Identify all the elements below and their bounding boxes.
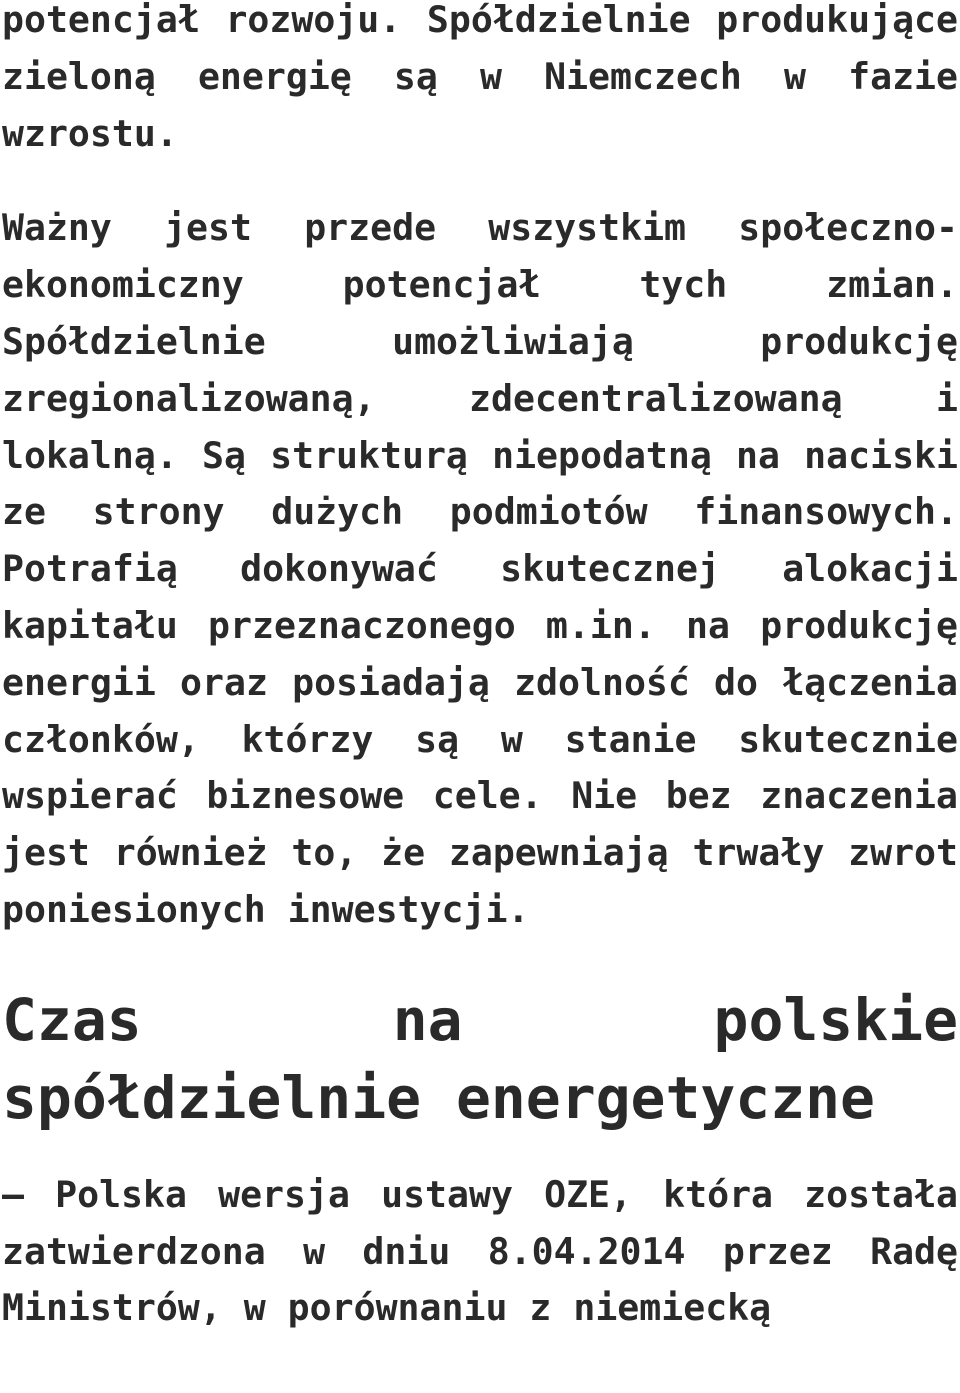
section-heading: Czas na polskie spółdzielnie energetyczne [2,985,958,1132]
paragraph-oze-law: – Polska wersja ustawy OZE, która została zatwierdzona w dniu 8.04.2014 przez Radę Ministrów, w porównaniu z niemiecką [2,1172,958,1330]
document-page [2,0,958,1337]
paragraph-growth: potencjał rozwoju. Spółdzielnie produkujące zieloną energię są w Niemczech w fazie wzrostu. [2,0,958,155]
paragraph-socio-economic: Ważny jest przede wszystkim społeczno-ekonomiczny potencjał tych zmian. Spółdzielnie umożliwiają produkcję zregionalizowaną, zdecentralizowaną i lokalną. Są strukturą niepodatną na naciski ze strony dużych podmiotów finansowych. Potrafią dokonywać skutecznej alokacji kapitału przeznaczonego m.in. na produkcję energii oraz posiadają zdolność do łączenia członków, którzy są w stanie skutecznie wspierać biznesowe cele. Nie bez znaczenia jest również to, że zapewniają trwały zwrot poniesionych inwestycji. [2,206,958,931]
